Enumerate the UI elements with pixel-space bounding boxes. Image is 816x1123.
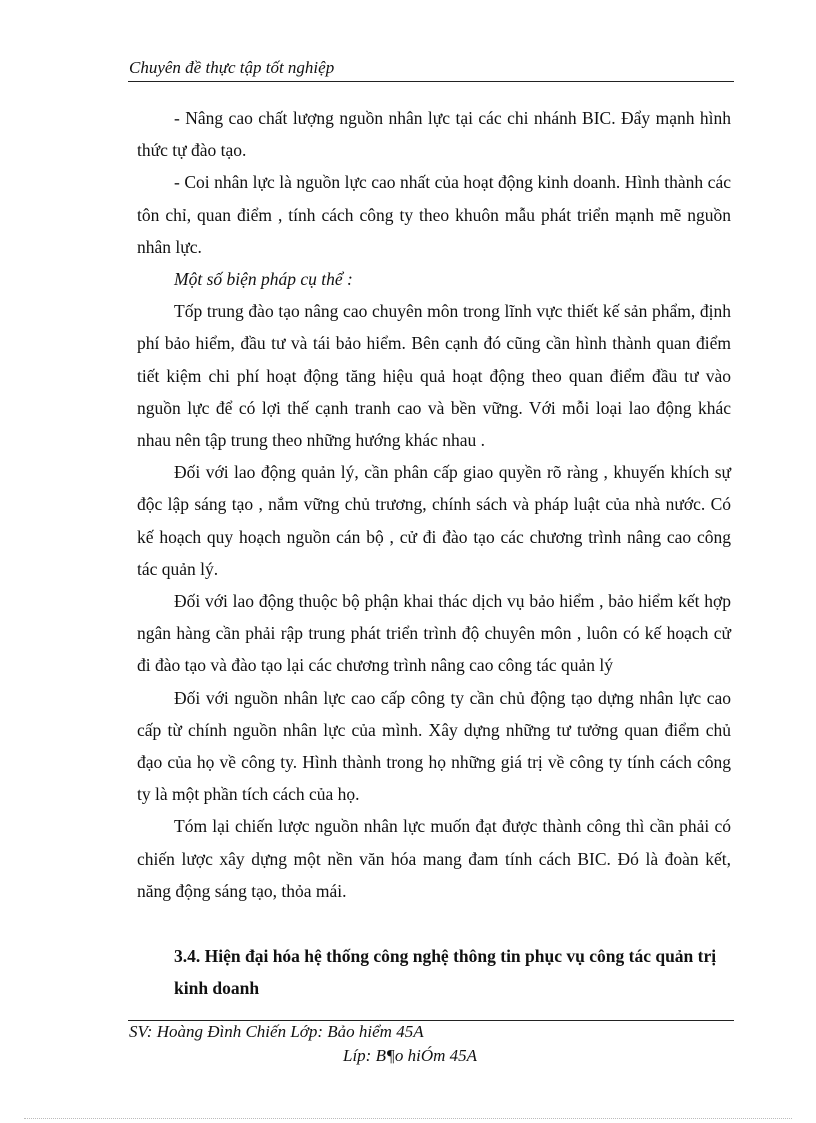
page-break-divider [24, 1118, 792, 1119]
body-paragraph: Đối với lao động thuộc bộ phận khai thác dịch vụ bảo hiểm , bảo hiểm kết hợp ngân hàng cần phải rập trung phát triển trình độ chuyên môn , luôn có kế hoạch cử đi đào tạo và đào tạo lại các chương trình nâng cao công tác quản lý [137, 591, 731, 676]
body-paragraph: - Nâng cao chất lượng nguồn nhân lực tại các chi nhánh BIC. Đẩy mạnh hình thức tự đào tạo. [137, 108, 731, 161]
section-heading: 3.4. Hiện đại hóa hệ thống công nghệ thông tin phục vụ công tác quản trị kinh doanh [174, 946, 717, 998]
document-body [137, 102, 731, 907]
section-subtitle: Một số biện pháp cụ thể : [174, 269, 353, 290]
body-paragraph: Tóm lại chiến lược nguồn nhân lực muốn đạt được thành công thì cần phải có chiến lược xây dựng một nền văn hóa mang đam tính cách BIC. Đó là đoàn kết, năng động sáng tạo, thỏa mái. [137, 816, 731, 901]
page-header-title: Chuyên đề thực tập tốt nghiệp [129, 58, 335, 77]
header-rule [128, 81, 734, 82]
footer-class-info: Líp: B¶o hiÓm 45A [343, 1046, 478, 1065]
body-paragraph: Tốp trung đào tạo nâng cao chuyên môn trong lĩnh vực thiết kế sản phẩm, định phí bảo hiểm, đầu tư và tái bảo hiểm. Bên cạnh đó cũng cần hình thành quan điểm tiết kiệm chi phí hoạt động tăng hiệu quả hoạt động theo quan điểm đầu tư vào nguồn lực để có lợi thế cạnh tranh cao và bền vững. Với mỗi loại lao động khác nhau nên tập trung theo những hướng khác nhau . [137, 301, 731, 451]
body-paragraph: - Coi nhân lực là nguồn lực cao nhất của hoạt động kinh doanh. Hình thành các tôn chỉ, quan điểm , tính cách công ty theo khuôn mẫu phát triển mạnh mẽ nguồn nhân lực. [137, 172, 731, 257]
footer-student-info: SV: Hoàng Đình Chiến Lớp: Bảo hiểm 45A [129, 1022, 424, 1041]
body-paragraph: Đối với nguồn nhân lực cao cấp công ty cần chủ động tạo dựng nhân lực cao cấp từ chính nguồn nhân lực của mình. Xây dựng những tư tưởng quan điểm chủ đạo của họ về công ty. Hình thành trong họ những giá trị về công ty tính cách công ty là một phần tích cách của họ. [137, 687, 731, 805]
footer-rule [128, 1020, 734, 1021]
body-paragraph: Đối với lao động quản lý, cần phân cấp giao quyền rõ ràng , khuyến khích sự độc lập sáng tạo , nắm vững chủ trương, chính sách và pháp luật của nhà nước. Có kế hoạch quy hoạch nguồn cán bộ , cử đi đào tạo các chương trình nâng cao công tác quản lý. [137, 462, 731, 579]
